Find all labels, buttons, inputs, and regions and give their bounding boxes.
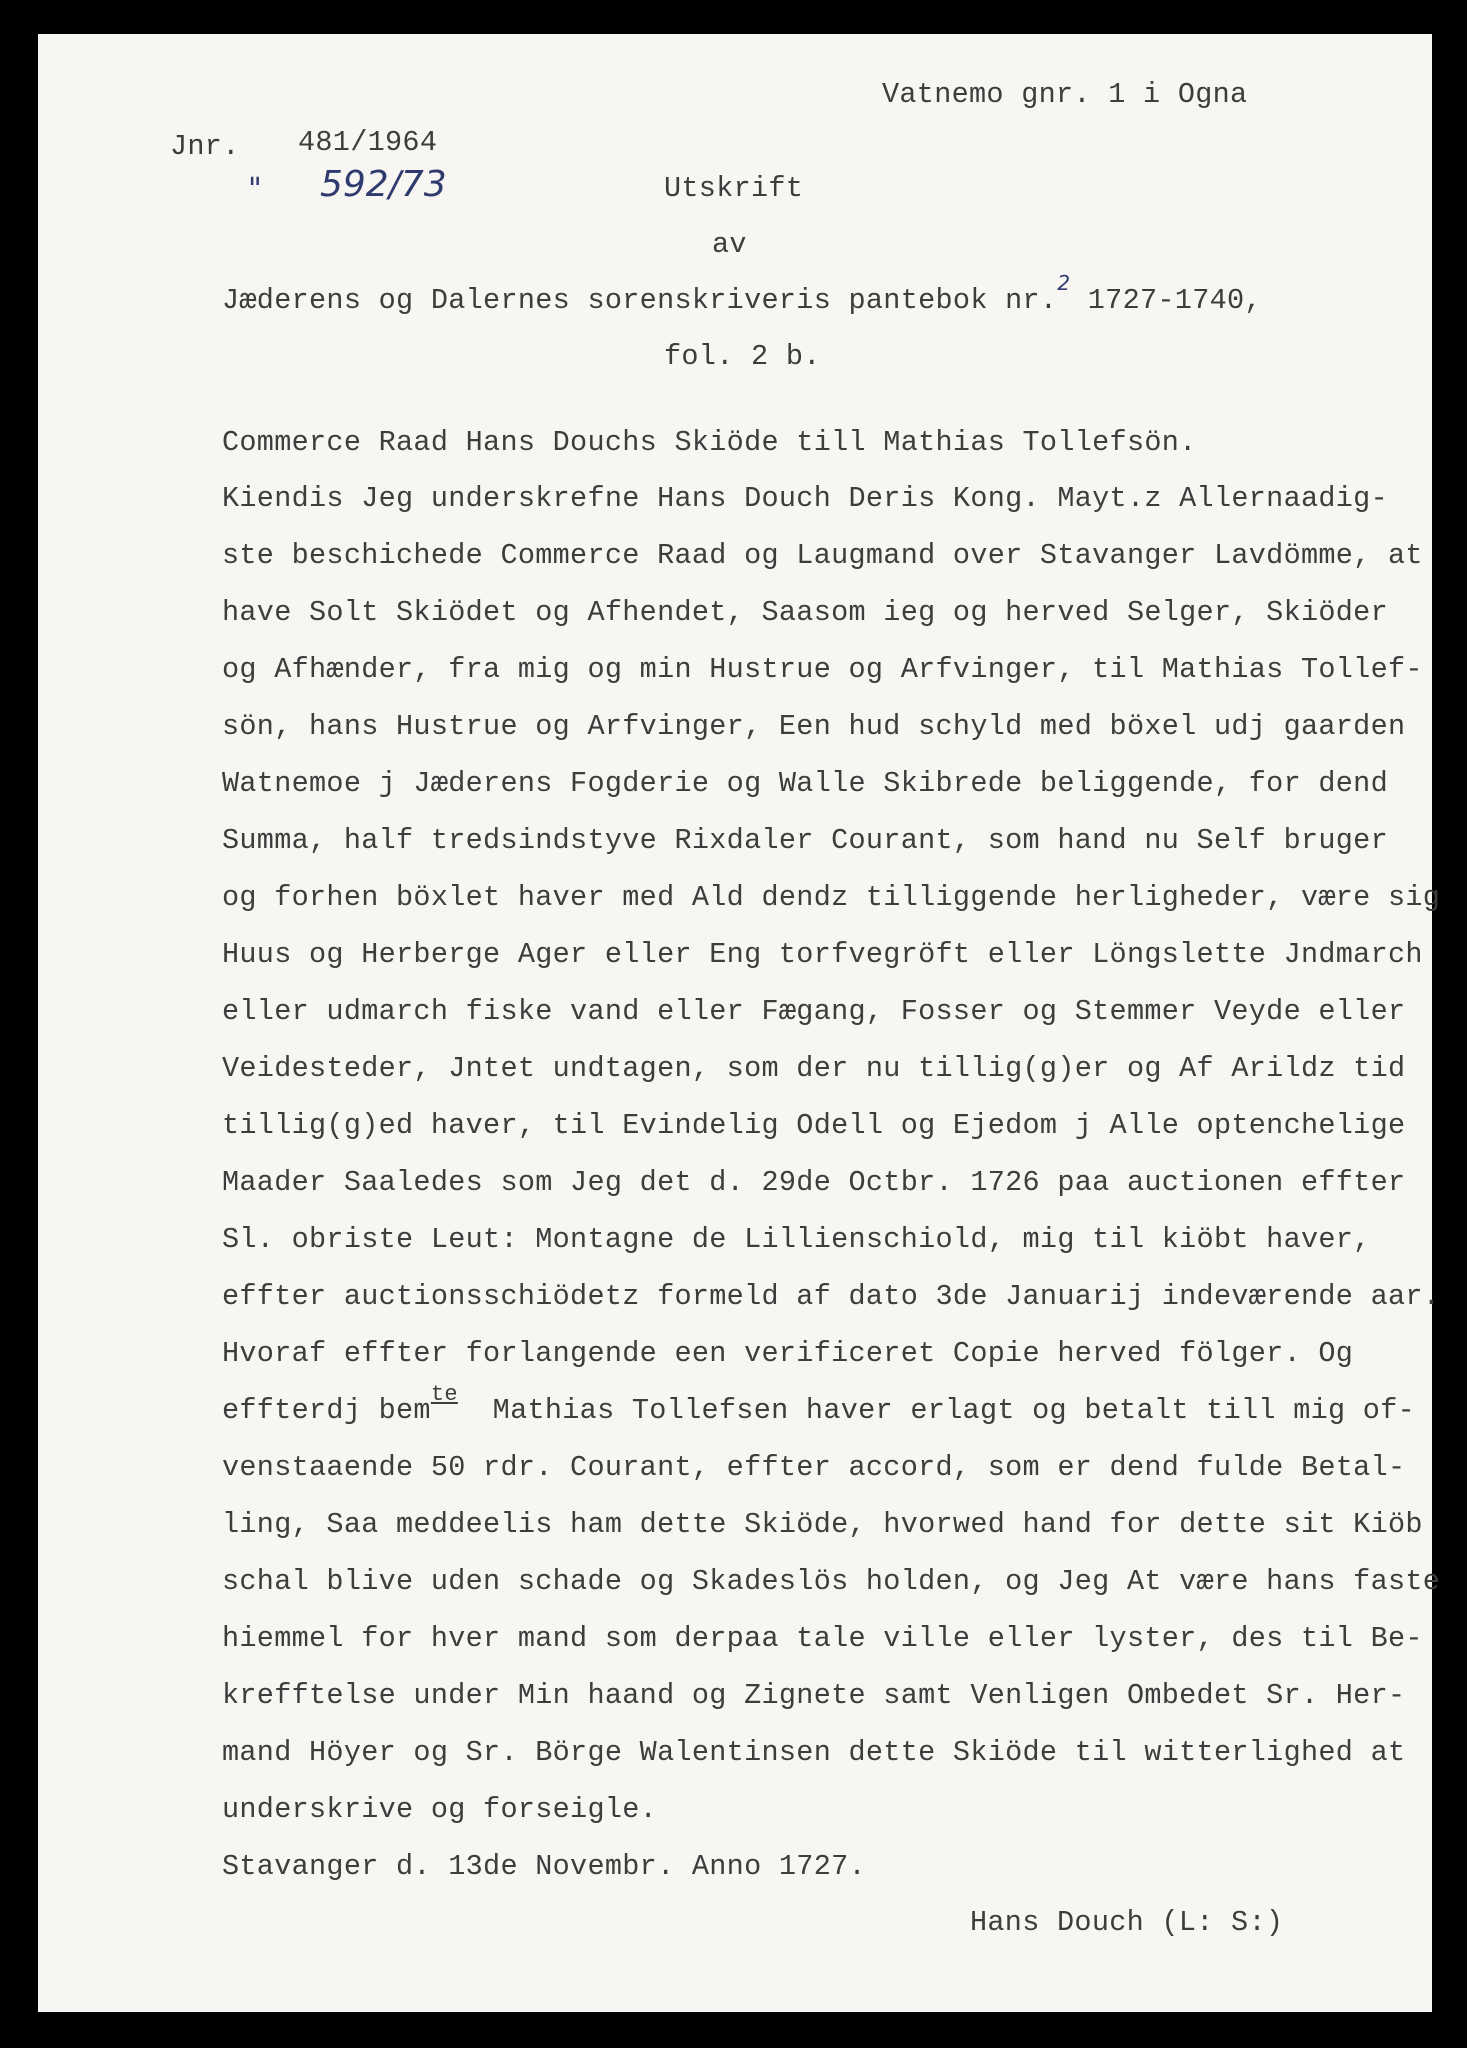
body-line: effter auctionsschiödetz formeld af dato 3de Januarij indeværende aar. [222,1280,1441,1313]
body-line: Maader Saaledes som Jeg det d. 29de Octbr. 1726 paa auctionen effter [222,1166,1406,1199]
document-page [38,34,1441,2012]
body-line: Huus og Herberge Ager eller Eng torfvegröft eller Löngslette Jndmarch [222,938,1423,971]
title-folio: fol. 2 b. [664,340,821,373]
handwritten-ditto-mark: " [248,172,262,207]
body-line: og forhen böxlet haver med Ald dendz tilliggende herligheder, være sig [222,881,1441,914]
body-line: og Afhænder, fra mig og min Hustrue og Arfvinger, til Mathias Tollef- [222,653,1423,686]
body-line: Veidesteder, Jntet undtagen, som der nu tillig(g)er og Af Arildz tid [222,1052,1406,1085]
title-pantebok-after: 1727-1740, [1070,284,1262,317]
title-av: av [712,228,747,261]
bemte-after: Mathias Tollefsen haver erlagt og betalt till mig of- [457,1394,1416,1427]
body-line: underskrive og forseigle. [222,1793,658,1826]
body-line: Hvoraf effter forlangende een verificeret Copie herved fölger. Og [222,1337,1354,1370]
title-pantebok-before: Jæderens og Dalernes sorenskriveris pantebok nr. [222,284,1058,317]
body-line: Sl. obriste Leut: Montagne de Lillienschiold, mig til kiöbt haver, [222,1223,1371,1256]
body-line: tillig(g)ed haver, til Evindelig Odell og Ejedom j Alle optenchelige [222,1109,1406,1142]
location-header: Vatnemo gnr. 1 i Ogna [882,78,1248,111]
body-line: mand Höyer og Sr. Börge Walentinsen dette Skiöde til witterlighed at [222,1736,1406,1769]
deed-title: Commerce Raad Hans Douchs Skiöde till Mathias Tollefsön. [222,426,1197,459]
journal-number: 481/1964 [298,126,438,159]
body-line: schal blive uden schade og Skadeslös holden, og Jeg At være hans faste [222,1565,1441,1598]
body-line: sön, hans Hustrue og Arfvinger, Een hud schyld med böxel udj gaarden [222,710,1406,743]
body-line: Watnemoe j Jæderens Fogderie og Walle Skibrede beliggende, for dend [222,767,1388,800]
body-line: eller udmarch fiske vand eller Fægang, Fosser og Stemmer Veyde eller [222,995,1406,1028]
body-line-bemte [222,1382,1416,1430]
handwritten-insert-number: 2 [1057,271,1071,295]
bemte-before: effterdj bem [222,1394,431,1427]
body-line: Summa, half tredsindstyve Rixdaler Courant, som hand nu Self bruger [222,824,1388,857]
body-line: have Solt Skiödet og Afhendet, Saasom ieg og herved Selger, Skiöder [222,596,1388,629]
handwritten-journal-number: 592/73 [320,164,447,205]
title-pantebok [222,271,1262,318]
body-line: krefftelse under Min haand og Zignete samt Venligen Ombedet Sr. Her- [222,1679,1406,1712]
journal-prefix: Jnr. [170,130,240,163]
body-line: Kiendis Jeg underskrefne Hans Douch Deris Kong. Mayt.z Allernaadig- [222,482,1388,515]
body-line: hiemmel for hver mand som derpaa tale ville eller lyster, des til Be- [222,1622,1423,1655]
bemte-superscript: te [430,1382,458,1407]
body-line: venstaaende 50 rdr. Courant, effter accord, som er dend fulde Betal- [222,1451,1406,1484]
signature: Hans Douch (L: S:) [970,1906,1284,1939]
title-utskrift: Utskrift [664,172,804,205]
body-line: ling, Saa meddeelis ham dette Skiöde, hvorwed hand for dette sit Kiöb [222,1508,1423,1541]
body-line: ste beschichede Commerce Raad og Laugmand over Stavanger Lavdömme, at [222,539,1423,572]
date-line: Stavanger d. 13de Novembr. Anno 1727. [222,1850,866,1883]
